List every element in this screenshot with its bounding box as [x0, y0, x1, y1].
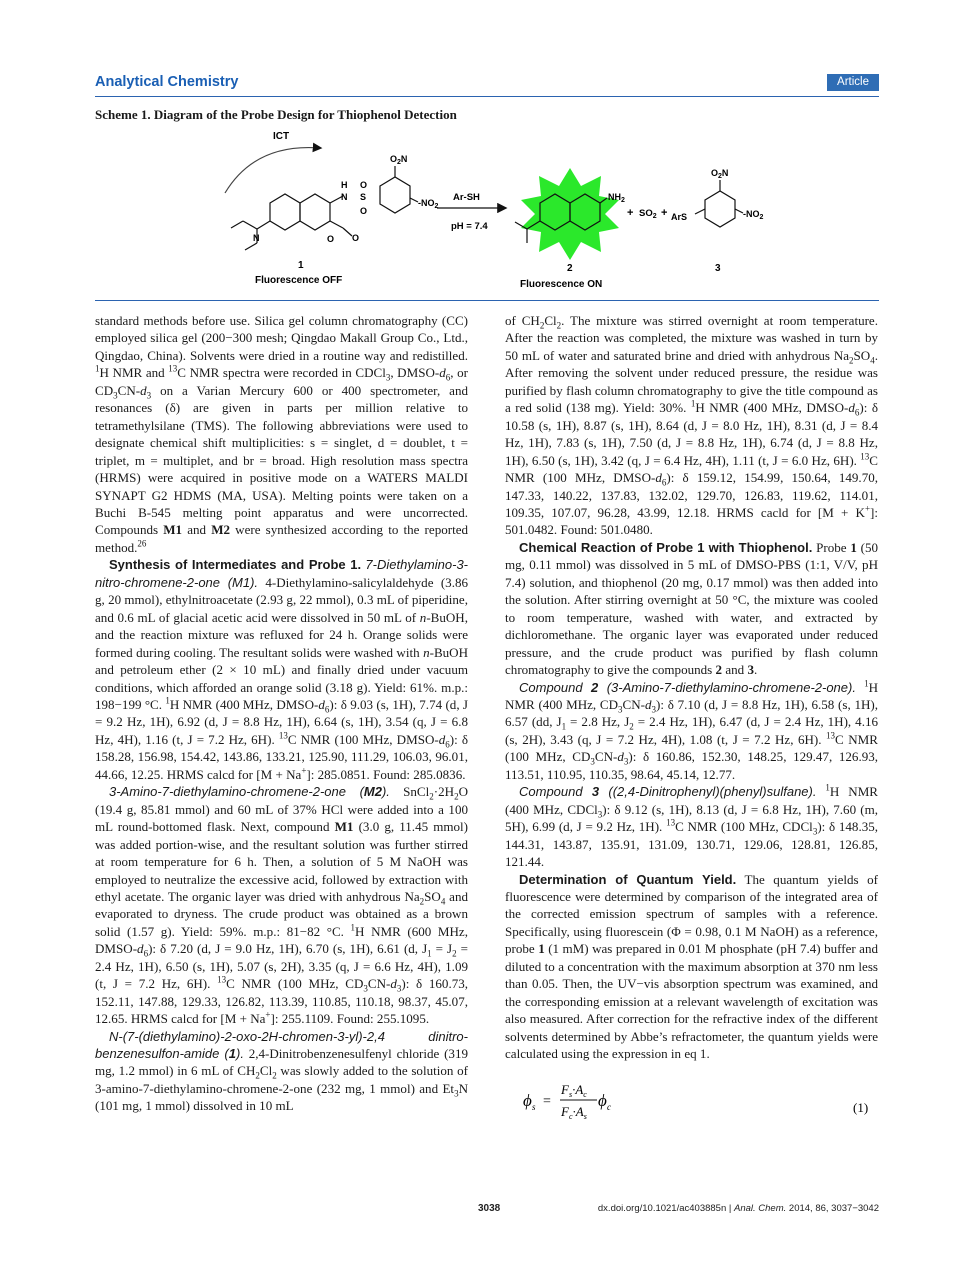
svg-text:-NO2: $-NO_2$ [743, 209, 764, 221]
compound-1-number: 1 [298, 260, 304, 271]
condition-label: pH = 7.4 [451, 221, 488, 232]
section-heading-reaction: Chemical Reaction of Probe 1 with Thiophenol. [519, 539, 813, 555]
scheme-divider [95, 300, 879, 301]
right-column [505, 312, 878, 1128]
compound-2-caption: Fluorescence ON [520, 279, 603, 290]
section-heading-synthesis: Synthesis of Intermediates and Probe 1. [109, 557, 362, 573]
svg-text:O: O [360, 180, 368, 190]
svg-text:s: s [532, 1102, 536, 1113]
svg-text:N: N [253, 233, 260, 243]
compound-2-number: 2 [567, 263, 573, 274]
svg-text:O: O [327, 234, 335, 244]
article-badge: Article [827, 74, 879, 91]
compound-3-structure [695, 180, 743, 227]
equation-1 [505, 1072, 878, 1128]
ict-label: ICT [273, 131, 290, 142]
section-heading-quantum-yield: Determination of Quantum Yield. [519, 871, 737, 887]
compound-1-caption: Fluorescence OFF [255, 275, 343, 286]
compound-3-paragraph: Compound 3 ((2,4-Dinitrophenyl)(phenyl)sulfane). $^1$H NMR (400 MHz, CDCl$_3$): δ 9.12 (s, 1H), 8.13 (d, J = 6.8 Hz, 1H), 7.60 (m, 5H), 6.99 (d, J = 9.2 Hz, 1H). $^{13}$C NMR (100 MHz, CDCl$_3$): δ 148.35, 144.31, 143.87, 135.91, 131.09, 130.71, 129.06, 128.81, 126.85, 121.44. [505, 782, 879, 870]
page-number: 3038 [478, 1203, 501, 1214]
svg-text:S: S [360, 192, 367, 202]
compound-2-paragraph: Compound 2 (3-Amino-7-diethylamino-chromene-2-one). $^1$H NMR (400 MHz, $CD_3CN-d_3$): δ 7.10 (d, J = 8.8 Hz, 1H), 6.58 (s, 1H), 6.57 (dd, $J_1 = 2.8$ Hz, $J_2 = 2.4$ Hz, 1H), 6.47 (d, J = 2.4 Hz, 1H), 4.16 (s, 2H), 3.43 (q, J = 7.2 Hz, 4H), 1.08 (t, J = 7.2 Hz, 6H). $^{13}$C NMR (100 MHz, $CD_3CN-d_3$): δ 160.86, 152.30, 148.25, 129.47, 126.93, 113.51, 110.95, 110.35, 98.64, 45.14, 12.77. [505, 678, 879, 782]
svg-text:c: c [607, 1102, 611, 1113]
svg-text:O2N: $O_2N$ [711, 168, 729, 180]
svg-text:NH2: $NH_2$ [608, 192, 625, 204]
svg-text:Fc·As: $F_c\cdot A_s$ [561, 1104, 587, 1122]
journal-name[interactable]: Analytical Chemistry [95, 74, 239, 90]
svg-text:O2N: $O_2N$ [390, 154, 408, 166]
doi-citation[interactable]: dx.doi.org/10.1021/ac403885n | Anal. Chem. 2014, 86, 3037−3042 [597, 1203, 879, 1214]
synthesis-m2-paragraph: 3-Amino-7-diethylamino-chromene-2-one (M2). $SnCl_2\cdot 2H_2O$ (19.4 g, 85.81 mmol) and 60 mL of 37% HCl were added into a 100 mL round-bottomed flask. Next, compound M1 (3.0 g, 11.45 mmol) was added portion-wise, and the resultant solution was further stirred at room temperature for 6 h. Then, a solution of 5 M NaOH was employed to neutralize the excessive acid, followed by extraction with ethyl acetate. The organic layer was dried with anhydrous $Na_2SO_4$ and evaporated to dryness. The crude product was obtained as a brown solid (1.57 g). Yield: 59%. m.p.: 81−82 °C. $^1$H NMR (600 MHz, DMSO-$d_6$): δ 7.20 (d, J = 9.0 Hz, 1H), 6.70 (s, 1H), 6.61 (d, $J_1 = J_2 = 2.4$ Hz, 1H), 6.50 (s, 1H), 5.07 (s, 2H), 3.35 (q, J = 6.6 Hz, 4H), 1.09 (t, J = 7.2 Hz, 6H). $^{13}$C NMR (100 MHz, $CD_3CN-d_3$): δ 160.73, 152.11, 147.88, 129.33, 126.82, 113.39, 110.85, 110.18, 98.37, 45.07, 12.65. HRMS calcd for [M + Na+]: 255.1109. Found: 255.1095. [95, 784, 469, 1027]
svg-text:N: N [341, 192, 348, 202]
scheme-title: Scheme 1. Diagram of the Probe Design for Thiophenol Detection [95, 107, 457, 122]
svg-text:+: + [627, 207, 634, 219]
scheme-diagram [215, 128, 775, 298]
svg-text:O: O [352, 233, 360, 243]
reagent-label: Ar-SH [453, 192, 480, 203]
svg-text:=: = [543, 1094, 551, 1110]
synthesis-m1-paragraph: Synthesis of Intermediates and Probe 1. 7-Diethylamino-3-nitro-chromene-2-one (M1). 4-Diethylamino-salicylaldehyde (3.86 g, 20 mmol), ethylnitroacetate (2.93 g, 22 mmol), 0.3 mL of piperidine, and 0.6 mL of glacial acetic acid were dissolved in 50 mL of n-BuOH, and the reaction mixture was refluxed for 24 h. Orange solids were formed during cooling. The resultant solids were washed with n-BuOH and petroleum ether (2 × 10 mL) and finally dried under vacuum conditions, which afforded an orange solid (3.18 g). Yield: 61%. m.p.: 198−199 °C. $^1$H NMR (400 MHz, DMSO-$d_6$): δ 9.03 (s, 1H), 7.74 (d, J = 9.2 Hz, 1H), 6.92 (d, J = 8.8 Hz, 1H), 6.64 (s, 1H), 3.54 (q, J = 6.8 Hz, 4H), 1.16 (t, J = 7.2 Hz, 6H). $^{13}$C NMR (100 MHz, DMSO-$d_6$): δ 158.28, 156.98, 154.42, 143.86, 133.21, 125.90, 111.29, 106.03, 96.01, 44.66, 12.25. HRMS calcd for [M + Na+]: 285.0851. Found: 285.0836. [95, 557, 469, 782]
svg-text:-NO2: $-NO_2$ [418, 198, 439, 210]
ict-arrow [225, 148, 320, 193]
svg-text:ArS: ArS [671, 212, 688, 222]
probe-continuation-paragraph: of $CH_2Cl_2$. The mixture was stirred overnight at room temperature. After the reaction was completed, the mixture was washed in turn by 50 mL of water and saturated brine and dried with anhydrous $Na_2SO_4$. After removing the solvent under reduced pressure, the residue was purified by flash column chromatography to give the title compound as a red solid (138 mg). Yield: 30%. $^1$H NMR (400 MHz, DMSO-$d_6$): δ 10.58 (s, 1H), 8.87 (s, 1H), 8.64 (d, J = 8.0 Hz, 1H), 8.31 (d, J = 8.4 Hz, 1H), 7.83 (s, 1H), 7.50 (d, J = 8.8 Hz, 1H), 6.74 (d, J = 8.8 Hz, 1H), 6.50 (s, 1H), 3.42 (q, J = 6.4 Hz, 4H), 1.11 (t, J = 6.0 Hz, 6H). $^{13}$C NMR (100 MHz, DMSO-$d_6$): δ 159.12, 154.99, 150.64, 149.70, 147.33, 140.22, 137.83, 132.02, 129.70, 126.83, 119.62, 114.01, 109.35, 107.07, 96.28, 43.99, 12.18. HRMS cacld for [M + K+]: 501.0482. Found: 501.0480. [505, 313, 879, 538]
quantum-yield-paragraph: Determination of Quantum Yield. The quantum yields of fluorescence were determined by comparison of the integrated area of the corrected emission spectrum of samples with a reference. Specifically, using fluorescein (Φ = 0.98, 0.1 M NaOH) as a reference, probe 1 (1 mM) was prepared in 0.01 M phosphate (pH 7.4) buffer and diluted to a concentration with the maximum absorption at 370 nm less than 0.05. Then, the UV−vis absorption spectrum was examined, and the corresponding emission at a relevant wavelength of excitation was also measured. After correction for the refractive index of the different solvents determined by Abbe’s refractometer, the quantum yields were calculated using the expression in eq 1. [505, 871, 879, 1062]
svg-text:Fs·Ac: $F_s\cdot A_c$ [561, 1082, 587, 1100]
chemical-reaction-paragraph: Chemical Reaction of Probe 1 with Thiophenol. Probe 1 (50 mg, 0.11 mmol) was dissolved in 5 mL of DMSO-PBS (1:1, V/V, pH 7.4) solution, and thiophenol (20 mg, 0.17 mmol) was then added into the solution. After stirring overnight at 50 °C, the mixture was cooled to room temperature, washed with water, and extracted by dichloromethane. The organic layer was evaporated under reduced pressure, and the crude product was purified by flash column chromatography to give the compounds 2 and 3. [505, 539, 879, 678]
svg-text:+: + [661, 207, 668, 219]
experimental-paragraph: standard methods before use. Silica gel column chromatography (CC) employed silica gel (200−300 mesh; Qingdao Makall Group Co., Ltd., Qingdao, China). Solvents were dried in a routine way and redistilled. $^1$H NMR and $^{13}$C NMR spectra were recorded in CDCl$_3$, DMSO-$d_6$, or $CD_3CN-d_3$ on a Varian Mercury 600 or 400 spectrometer, and resonances (δ) are given in parts per million relative to tetramethylsilane (TMS). The following abbreviations were used to designate chemical shift multiplicities: s = singlet, d = doublet, t = triplet, m = multiplet, and br = broad. High resolution mass spectra (HRMS) were acquired in positive mode on a WATERS MALDI SYNAPT G2 HDMS (MA, USA). Melting points were taken on a Buchi B-545 melting point apparatus and were uncorrected. Compounds M1 and M2 were synthesized according to the reported method.$^{26}$ [95, 313, 469, 555]
compound-3-number: 3 [715, 263, 721, 274]
svg-text:ϕ: ϕ [523, 1091, 532, 1111]
equation-number: (1) [853, 1100, 869, 1116]
synthesis-probe-paragraph: N-(7-(diethylamino)-2-oxo-2H-chromen-3-yl)-2,4 dinitro-benzenesulfon-amide (1). 2,4-Dinitrobenzenesulfenyl chloride (319 mg, 1.2 mmol) in 6 mL of $CH_2Cl_2$ was slowly added to the solution of 3-amino-7-diethylamino-chromene-2-one (232 mg, 1 mmol) and $Et_3N$ (101 mg, 1 mmol) dissolved in 10 mL [95, 1028, 468, 1114]
svg-text:SO2: $SO_2$ [639, 208, 657, 220]
left-column [95, 312, 468, 1115]
svg-text:H: H [341, 180, 348, 190]
svg-text:O: O [360, 206, 368, 216]
page-header [95, 72, 879, 97]
svg-text:ϕ: ϕ [598, 1091, 607, 1111]
